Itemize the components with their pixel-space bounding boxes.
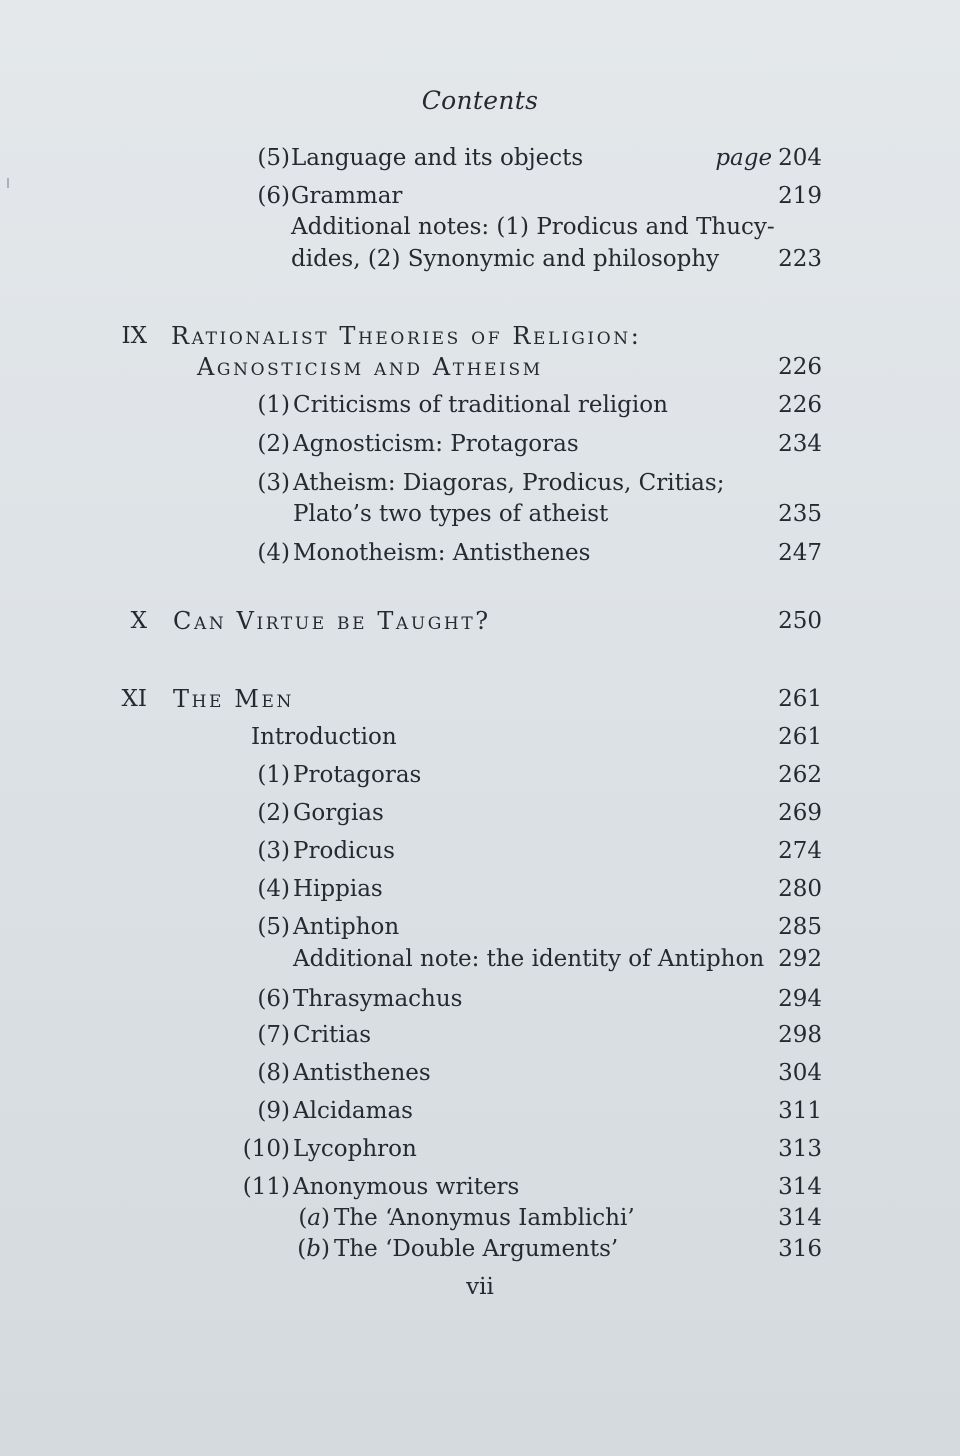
- toc-entry: [0, 721, 960, 753]
- entry-number: (4): [257, 540, 290, 566]
- page-number: 262: [778, 762, 822, 788]
- entry-title: Additional notes: (1) Prodicus and Thucy-: [291, 214, 775, 240]
- entry-title: Protagoras: [293, 762, 422, 788]
- entry-number: (10): [242, 1136, 290, 1162]
- chapter-title: Agnosticism and Atheism: [197, 353, 543, 381]
- toc-entry: [0, 428, 960, 460]
- entry-title: Agnosticism: Protagoras: [293, 431, 579, 457]
- entry-title: Additional note: the identity of Antiphon: [293, 946, 765, 972]
- entry-number: (2): [257, 800, 290, 826]
- page-number: 226: [778, 354, 822, 380]
- entry-title: The ‘Double Arguments’: [334, 1236, 619, 1262]
- entry-title: Atheism: Diagoras, Prodicus, Critias;: [293, 470, 725, 496]
- page-number: 269: [778, 800, 822, 826]
- page-label: page: [715, 145, 773, 171]
- toc-entry: [0, 911, 960, 943]
- toc-entry: [0, 1019, 960, 1051]
- page-number: 261: [778, 686, 822, 712]
- toc-entry: [0, 835, 960, 867]
- entry-title: The ‘Anonymus Iamblichi’: [334, 1205, 635, 1231]
- page-number: 226: [778, 392, 822, 418]
- toc-entry: [0, 1171, 960, 1203]
- running-head: Contents: [421, 86, 539, 115]
- entry-title: Hippias: [293, 876, 383, 902]
- toc-entry: [0, 983, 960, 1015]
- toc-entry: [0, 467, 960, 499]
- entry-number: (1): [257, 392, 290, 418]
- page-number: 234: [778, 431, 822, 457]
- entry-number: (6): [257, 986, 290, 1012]
- page-number: 298: [778, 1022, 822, 1048]
- entry-number: (6): [257, 183, 290, 209]
- page-number: 223: [778, 246, 822, 272]
- entry-number: (3): [257, 470, 290, 496]
- toc-entry: [0, 180, 960, 212]
- entry-title: Thrasymachus: [293, 986, 463, 1012]
- chapter-heading: [0, 320, 960, 352]
- entry-title: Prodicus: [293, 838, 395, 864]
- toc-subentry: [0, 1233, 960, 1265]
- page-number: 294: [778, 986, 822, 1012]
- entry-title: Antiphon: [293, 914, 400, 940]
- page-number: 316: [778, 1236, 822, 1262]
- toc-entry-line: [0, 243, 960, 275]
- toc-entry: [0, 1057, 960, 1089]
- page-number: 280: [778, 876, 822, 902]
- page-number: 313: [778, 1136, 822, 1162]
- page-ref: [715, 142, 822, 174]
- toc-entry-line: [0, 498, 960, 530]
- page-number: 250: [778, 608, 822, 634]
- entry-title: Anonymous writers: [293, 1174, 520, 1200]
- chapter-title: Rationalist Theories of Religion:: [171, 322, 642, 350]
- toc-entry: [0, 873, 960, 905]
- toc-entry: [0, 943, 960, 975]
- chapter-number: X: [130, 608, 147, 634]
- entry-number: (2): [257, 431, 290, 457]
- subentry-letter: (a): [298, 1205, 330, 1231]
- subentry-letter-text: a: [307, 1205, 322, 1231]
- entry-title: Plato’s two types of atheist: [293, 501, 609, 527]
- entry-number: (11): [242, 1174, 290, 1200]
- page-number: 235: [778, 501, 822, 527]
- toc-entry: [0, 1133, 960, 1165]
- entry-title: Gorgias: [293, 800, 384, 826]
- entry-title: dides, (2) Synonymic and philosophy: [291, 246, 720, 272]
- chapter-number: XI: [121, 686, 147, 712]
- entry-title: Monotheism: Antisthenes: [293, 540, 591, 566]
- entry-number: (5): [257, 914, 290, 940]
- entry-title: Language and its objects: [291, 145, 584, 171]
- toc-entry: [0, 1095, 960, 1127]
- entry-title: Antisthenes: [293, 1060, 431, 1086]
- page-number: 204: [778, 145, 822, 171]
- chapter-title: The Men: [173, 685, 294, 713]
- entry-number: (5): [257, 145, 290, 171]
- entry-number: (1): [257, 762, 290, 788]
- toc-entry: [0, 142, 960, 174]
- page-number: 314: [778, 1205, 822, 1231]
- page-folio: vii: [466, 1274, 494, 1300]
- entry-title: Critias: [293, 1022, 372, 1048]
- chapter-heading: [0, 683, 960, 715]
- page-number: 311: [778, 1098, 822, 1124]
- toc-entry: [0, 389, 960, 421]
- page-number: 314: [778, 1174, 822, 1200]
- page-number: 292: [778, 946, 822, 972]
- entry-title: Lycophron: [293, 1136, 417, 1162]
- chapter-heading: [0, 605, 960, 637]
- toc-entry: [0, 537, 960, 569]
- entry-title: Alcidamas: [293, 1098, 413, 1124]
- toc-subentry: [0, 1202, 960, 1234]
- entry-number: (4): [257, 876, 290, 902]
- chapter-number: IX: [121, 323, 147, 349]
- toc-entry: [0, 797, 960, 829]
- chapter-heading: [0, 351, 960, 383]
- toc-entry-line: [0, 211, 960, 243]
- entry-title: Introduction: [251, 724, 397, 750]
- page-number: 247: [778, 540, 822, 566]
- page-number: 219: [778, 183, 822, 209]
- entry-number: (9): [257, 1098, 290, 1124]
- page-number: 285: [778, 914, 822, 940]
- entry-title: Grammar: [291, 183, 403, 209]
- entry-number: (3): [257, 838, 290, 864]
- subentry-letter-text: b: [306, 1236, 322, 1262]
- entry-title: Criticisms of traditional religion: [293, 392, 668, 418]
- entry-number: (8): [257, 1060, 290, 1086]
- page-number: 304: [778, 1060, 822, 1086]
- chapter-title: Can Virtue be Taught?: [173, 607, 491, 635]
- page-number: 261: [778, 724, 822, 750]
- subentry-letter: (b): [297, 1236, 330, 1262]
- entry-number: (7): [257, 1022, 290, 1048]
- toc-entry: [0, 759, 960, 791]
- page-number: 274: [778, 838, 822, 864]
